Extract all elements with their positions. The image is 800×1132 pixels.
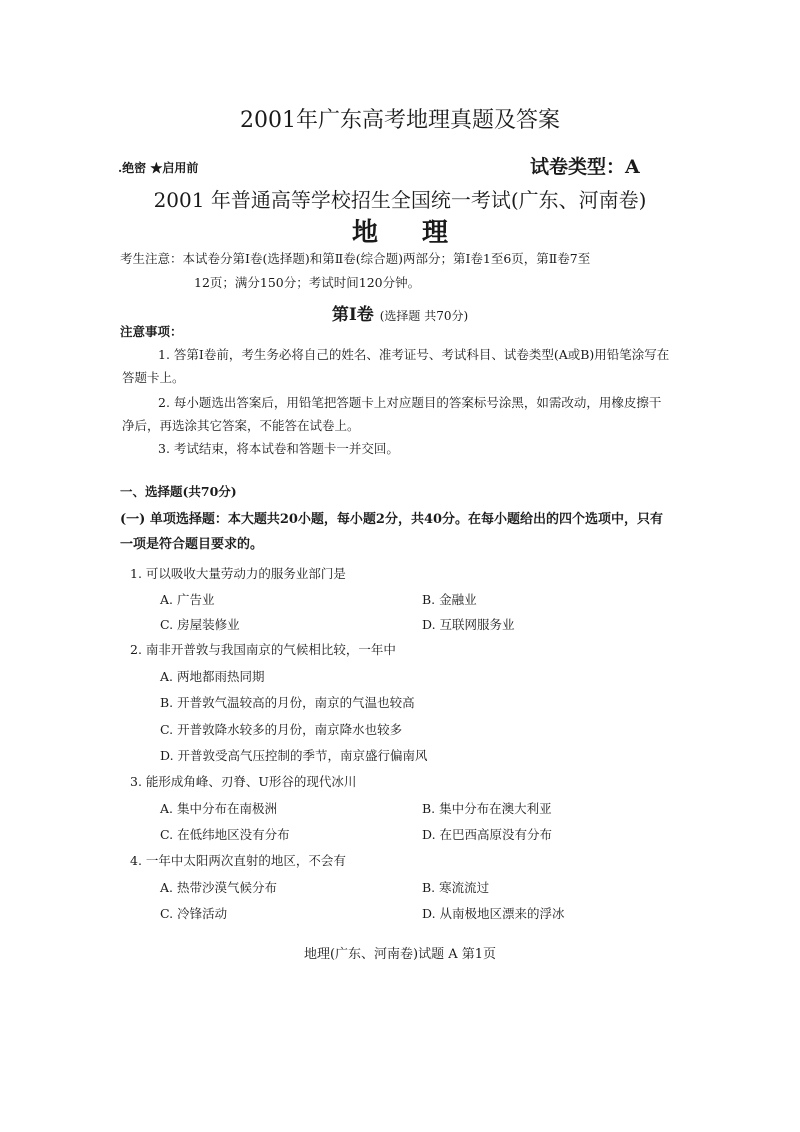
page-footer: 地理(广东、河南卷)试题 A 第1页	[303, 947, 497, 962]
question-option: A. 集中分布在南极洲	[160, 801, 277, 816]
question-stem: 3. 能形成角峰、刃脊、U形谷的现代冰川	[130, 774, 357, 789]
question-option: C. 在低纬地区没有分布	[160, 827, 290, 842]
question-option: A. 广告业	[160, 592, 215, 607]
question-option: D. 在巴西高原没有分布	[422, 827, 553, 842]
question-option: B. 集中分布在澳大利亚	[422, 801, 552, 816]
volume-title-sub: (选择题 共70分)	[379, 309, 469, 323]
subject-title: 地理	[351, 218, 492, 248]
candidate-note-line-1: 考生注意：本试卷分第Ⅰ卷(选择题)和第Ⅱ卷(综合题)两部分；第Ⅰ卷1至6页，第Ⅱ卷7至	[120, 251, 591, 266]
question-option: D. 从南极地区漂来的浮冰	[422, 906, 565, 921]
question-option: A. 两地都雨热同期	[160, 669, 265, 684]
note-item: 3. 考试结束，将本试卷和答题卡一并交回。	[158, 441, 399, 456]
paper-type-label: 试卷类型：A	[530, 156, 640, 178]
document-title: 2001年广东高考地理真题及答案	[240, 108, 560, 133]
notes-heading: 注意事项：	[120, 324, 183, 339]
note-item: 2. 每小题选出答案后，用铅笔把答题卡上对应题目的答案标号涂黑，如需改动，用橡皮擦干净后，再选涂其它答案，不能答在试卷上。	[122, 395, 662, 433]
question-option: D. 开普敦受高气压控制的季节，南京盛行偏南风	[160, 748, 428, 763]
candidate-note-line-2: 12页；满分150分；考试时间120分钟。	[194, 275, 421, 290]
confidential-label: .绝密 ★启用前	[118, 161, 199, 175]
question-stem: 2. 南非开普敦与我国南京的气候相比较，一年中	[130, 642, 396, 657]
question-stem: 4. 一年中太阳两次直射的地区，不会有	[130, 853, 346, 868]
question-option: B. 寒流流过	[422, 880, 490, 895]
section-title: 一、选择题(共70分)	[120, 484, 237, 499]
question-stem: 1. 可以吸收大量劳动力的服务业部门是	[130, 566, 346, 581]
question-option: C. 开普敦降水较多的月份，南京降水也较多	[160, 722, 403, 737]
exam-title: 2001 年普通高等学校招生全国统一考试(广东、河南卷)	[153, 188, 647, 212]
candidate-note	[120, 247, 668, 295]
question-option: C. 房屋装修业	[160, 617, 240, 632]
question-option: B. 开普敦气温较高的月份，南京的气温也较高	[160, 695, 415, 710]
question-option: B. 金融业	[422, 592, 477, 607]
note-item: 1. 答第Ⅰ卷前，考生务必将自己的姓名、准考证号、考试科目、试卷类型(A或B)用铅笔涂写在答题卡上。	[122, 347, 670, 385]
question-option: C. 冷锋活动	[160, 906, 228, 921]
part-instruction: (一) 单项选择题：本大题共20小题，每小题2分，共40分。在每小题给出的四个选项中，只有一项是符合题目要求的。	[120, 512, 664, 552]
question-option: D. 互联网服务业	[422, 617, 515, 632]
question-option: A. 热带沙漠气候分布	[160, 880, 277, 895]
volume-title-main: 第Ⅰ卷	[331, 305, 374, 325]
